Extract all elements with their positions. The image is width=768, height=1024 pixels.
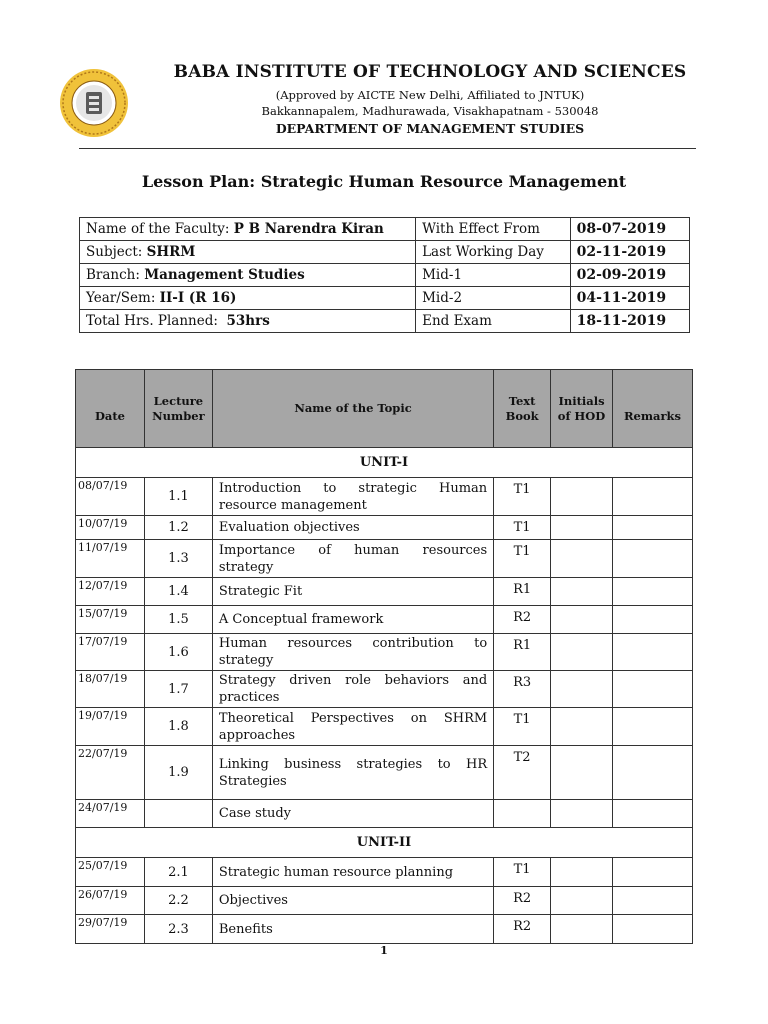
row-textbook: R2 bbox=[494, 915, 551, 944]
unit-header-row bbox=[76, 828, 693, 858]
row-date: 19/07/19 bbox=[76, 708, 145, 746]
row-remarks bbox=[613, 800, 693, 828]
row-textbook: R1 bbox=[494, 634, 551, 671]
row-remarks bbox=[613, 634, 693, 671]
row-topic: Theoretical Perspectives on SHRM approaches bbox=[212, 708, 493, 746]
row-textbook: T1 bbox=[494, 478, 551, 516]
row-lecture: 1.4 bbox=[144, 578, 212, 606]
row-initials bbox=[551, 578, 613, 606]
table-row bbox=[76, 578, 693, 606]
info-field: With Effect From bbox=[416, 218, 571, 241]
info-field: End Exam bbox=[416, 310, 571, 333]
row-lecture: 1.7 bbox=[144, 671, 212, 708]
col-date: Date bbox=[76, 370, 145, 448]
col-lecture: Lecture Number bbox=[144, 370, 212, 448]
info-value: SHRM bbox=[146, 244, 196, 260]
approval-line: (Approved by AICTE New Delhi, Affiliated to JNTUK) bbox=[275, 88, 585, 102]
row-initials bbox=[551, 606, 613, 634]
table-row bbox=[76, 800, 693, 828]
info-label: Year/Sem: bbox=[86, 290, 160, 306]
row-remarks bbox=[613, 578, 693, 606]
institute-name: BABA INSTITUTE OF TECHNOLOGY AND SCIENCES bbox=[173, 62, 687, 82]
row-initials bbox=[551, 800, 613, 828]
row-initials bbox=[551, 746, 613, 800]
info-label: Total Hrs. Planned: bbox=[86, 313, 227, 329]
document-header bbox=[150, 60, 710, 136]
row-textbook: R2 bbox=[494, 606, 551, 634]
row-remarks bbox=[613, 478, 693, 516]
row-date: 08/07/19 bbox=[76, 478, 145, 516]
row-topic: A Conceptual framework bbox=[212, 606, 493, 634]
row-topic: Objectives bbox=[212, 887, 493, 915]
row-date: 29/07/19 bbox=[76, 915, 145, 944]
table-row bbox=[76, 671, 693, 708]
info-label: Branch: bbox=[86, 267, 145, 283]
col-topic: Name of the Topic bbox=[212, 370, 493, 448]
info-label: Subject: bbox=[86, 244, 147, 260]
info-date: 04-11-2019 bbox=[570, 287, 689, 310]
row-topic: Strategic human resource planning bbox=[212, 858, 493, 887]
table-row bbox=[76, 858, 693, 887]
info-field: Last Working Day bbox=[416, 241, 571, 264]
row-date: 15/07/19 bbox=[76, 606, 145, 634]
info-value: 53hrs bbox=[226, 313, 270, 329]
row-lecture: 1.3 bbox=[144, 540, 212, 578]
row-date: 24/07/19 bbox=[76, 800, 145, 828]
department-name: DEPARTMENT OF MANAGEMENT STUDIES bbox=[275, 121, 585, 136]
row-textbook: R3 bbox=[494, 671, 551, 708]
row-topic: Human resources contribution to strategy bbox=[212, 634, 493, 671]
row-lecture: 1.5 bbox=[144, 606, 212, 634]
row-initials bbox=[551, 540, 613, 578]
row-topic: Linking business strategies to HR Strategies bbox=[212, 746, 493, 800]
info-date: 02-11-2019 bbox=[570, 241, 689, 264]
info-row bbox=[80, 310, 690, 333]
info-date: 08-07-2019 bbox=[570, 218, 689, 241]
row-textbook: T2 bbox=[494, 746, 551, 800]
row-remarks bbox=[613, 746, 693, 800]
row-initials bbox=[551, 671, 613, 708]
col-initials: Initials of HOD bbox=[551, 370, 613, 448]
col-remarks: Remarks bbox=[613, 370, 693, 448]
unit-header-row bbox=[76, 448, 693, 478]
lesson-plan-body bbox=[76, 448, 693, 944]
row-topic: Importance of human resources strategy bbox=[212, 540, 493, 578]
info-value: Management Studies bbox=[144, 267, 305, 283]
row-initials bbox=[551, 858, 613, 887]
table-row bbox=[76, 746, 693, 800]
row-initials bbox=[551, 915, 613, 944]
row-textbook: R1 bbox=[494, 578, 551, 606]
table-row bbox=[76, 915, 693, 944]
row-textbook bbox=[494, 800, 551, 828]
info-row bbox=[80, 241, 690, 264]
row-date: 11/07/19 bbox=[76, 540, 145, 578]
table-row bbox=[76, 708, 693, 746]
info-label: Name of the Faculty: bbox=[86, 221, 234, 237]
institute-logo bbox=[59, 68, 129, 138]
row-lecture: 2.3 bbox=[144, 915, 212, 944]
row-topic: Introduction to strategic Human resource management bbox=[212, 478, 493, 516]
address-line: Bakkannapalem, Madhurawada, Visakhapatnam - 530048 bbox=[261, 104, 599, 118]
row-remarks bbox=[613, 887, 693, 915]
row-remarks bbox=[613, 540, 693, 578]
row-date: 12/07/19 bbox=[76, 578, 145, 606]
row-remarks bbox=[613, 606, 693, 634]
row-lecture: 2.2 bbox=[144, 887, 212, 915]
row-textbook: T1 bbox=[494, 540, 551, 578]
table-row bbox=[76, 606, 693, 634]
row-topic: Case study bbox=[212, 800, 493, 828]
row-initials bbox=[551, 478, 613, 516]
row-lecture bbox=[144, 800, 212, 828]
table-row bbox=[76, 887, 693, 915]
info-field: Mid-1 bbox=[416, 264, 571, 287]
row-textbook: R2 bbox=[494, 887, 551, 915]
row-initials bbox=[551, 634, 613, 671]
info-date: 18-11-2019 bbox=[570, 310, 689, 333]
row-date: 17/07/19 bbox=[76, 634, 145, 671]
info-value: II-I (R 16) bbox=[159, 290, 237, 306]
page-number: 1 bbox=[380, 944, 388, 957]
row-remarks bbox=[613, 516, 693, 540]
row-remarks bbox=[613, 915, 693, 944]
row-initials bbox=[551, 516, 613, 540]
header-divider bbox=[79, 148, 696, 149]
document-title: Lesson Plan: Strategic Human Resource Management bbox=[141, 172, 627, 191]
row-lecture: 2.1 bbox=[144, 858, 212, 887]
info-row bbox=[80, 218, 690, 241]
row-textbook: T1 bbox=[494, 516, 551, 540]
row-topic: Strategic Fit bbox=[212, 578, 493, 606]
course-info-table bbox=[79, 217, 690, 333]
row-textbook: T1 bbox=[494, 858, 551, 887]
table-row bbox=[76, 540, 693, 578]
table-header-row bbox=[76, 370, 693, 448]
info-date: 02-09-2019 bbox=[570, 264, 689, 287]
row-lecture: 1.2 bbox=[144, 516, 212, 540]
row-topic: Evaluation objectives bbox=[212, 516, 493, 540]
unit-title: UNIT-I bbox=[76, 448, 693, 478]
row-topic: Strategy driven role behaviors and practices bbox=[212, 671, 493, 708]
unit-title: UNIT-II bbox=[76, 828, 693, 858]
info-field: Mid-2 bbox=[416, 287, 571, 310]
row-lecture: 1.8 bbox=[144, 708, 212, 746]
row-textbook: T1 bbox=[494, 708, 551, 746]
row-date: 25/07/19 bbox=[76, 858, 145, 887]
row-remarks bbox=[613, 671, 693, 708]
row-topic: Benefits bbox=[212, 915, 493, 944]
row-date: 18/07/19 bbox=[76, 671, 145, 708]
row-initials bbox=[551, 708, 613, 746]
row-lecture: 1.6 bbox=[144, 634, 212, 671]
info-value: P B Narendra Kiran bbox=[233, 221, 384, 237]
row-initials bbox=[551, 887, 613, 915]
row-remarks bbox=[613, 708, 693, 746]
row-remarks bbox=[613, 858, 693, 887]
row-date: 10/07/19 bbox=[76, 516, 145, 540]
row-lecture: 1.1 bbox=[144, 478, 212, 516]
col-textbook: Text Book bbox=[494, 370, 551, 448]
table-row bbox=[76, 516, 693, 540]
row-date: 22/07/19 bbox=[76, 746, 145, 800]
info-row bbox=[80, 287, 690, 310]
table-row bbox=[76, 634, 693, 671]
info-row bbox=[80, 264, 690, 287]
lesson-plan-table bbox=[75, 369, 693, 944]
table-row bbox=[76, 478, 693, 516]
row-lecture: 1.9 bbox=[144, 746, 212, 800]
row-date: 26/07/19 bbox=[76, 887, 145, 915]
